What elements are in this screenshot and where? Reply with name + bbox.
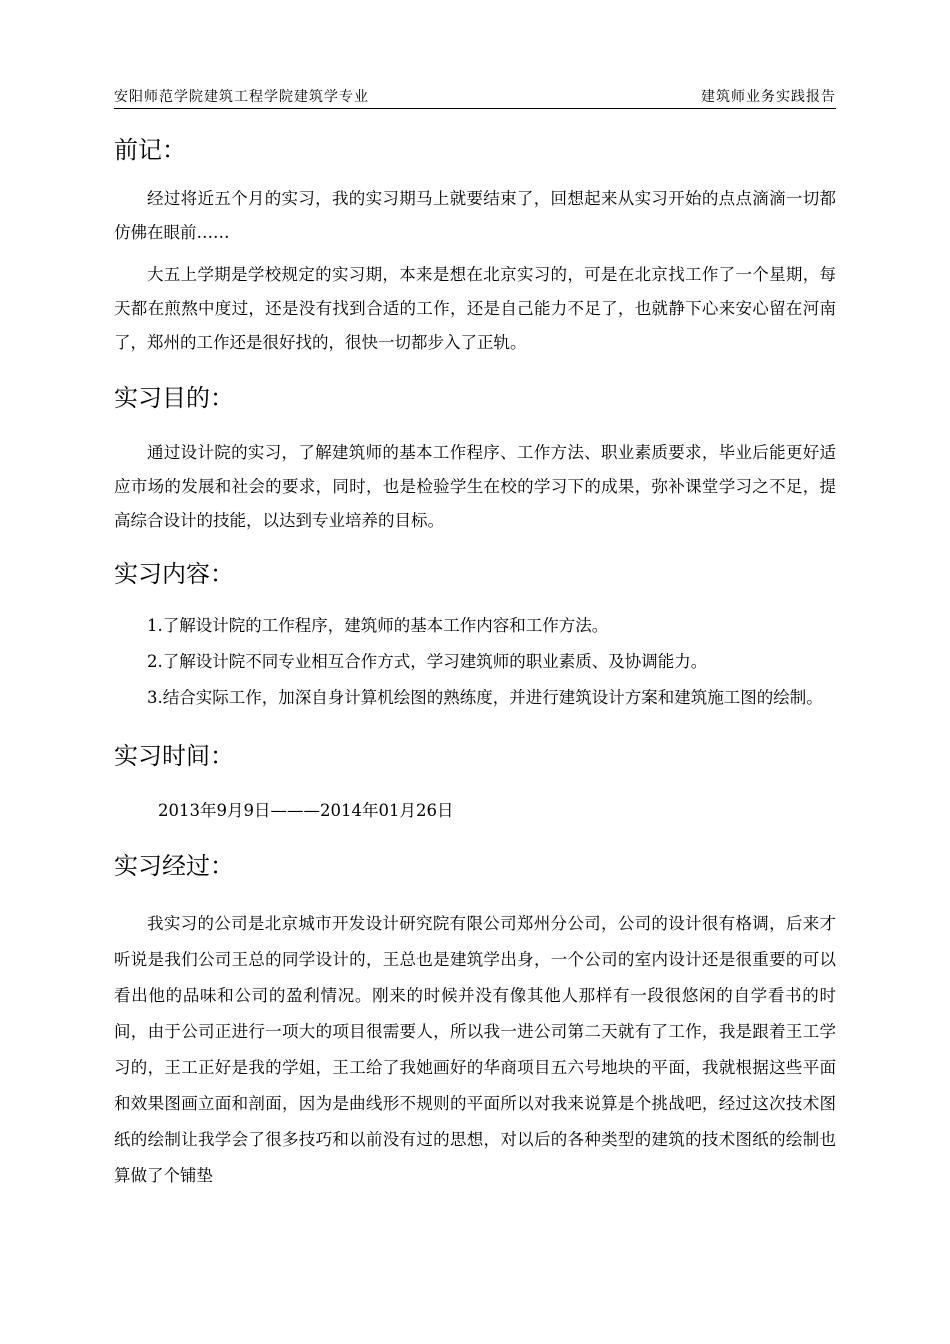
section-purpose [114,374,836,538]
content-item-2: 2.了解设计院不同专业相互合作方式，学习建筑师的职业素质、及协调能力。 [147,652,708,671]
heading-purpose: 实习目的： [114,384,234,412]
section-process [114,842,836,1194]
heading-time: 实习时间： [114,742,234,770]
content-item-1: 1.了解设计院的工作程序，建筑师的基本工作内容和工作方法。 [147,616,609,635]
section-time [114,732,836,828]
heading-process: 实习经过： [114,852,234,880]
section-content [114,550,836,716]
header-report-title: 建筑师业务实践报告 [701,89,836,105]
section-preface [114,126,836,360]
preface-paragraph-1: 经过将近五个月的实习，我的实习期马上就要结束了，回想起来从实习开始的点点滴滴一切都仿佛在眼前…… [114,189,836,242]
document-body [114,126,836,1194]
time-range: 2013年9月9日———2014年01月26日 [158,801,454,820]
page-header [114,86,836,109]
content-item-3: 3.结合实际工作，加深自身计算机绘图的熟练度，并进行建筑设计方案和建筑施工图的绘制。 [147,688,823,707]
heading-content: 实习内容： [114,560,234,588]
purpose-paragraph-1: 通过设计院的实习，了解建筑师的基本工作程序、工作方法、职业素质要求，毕业后能更好适应市场的发展和社会的要求，同时，也是检验学生在校的学习下的成果，弥补课堂学习之不足，提高综合设计的技能，以达到专业培养的目标。 [114,443,836,530]
header-school: 安阳师范学院建筑工程学院建筑学专业 [114,89,369,105]
preface-paragraph-2: 大五上学期是学校规定的实习期，本来是想在北京实习的，可是在北京找工作了一个星期，每天都在煎熬中度过，还是没有找到合适的工作，还是自己能力不足了，也就静下心来安心留在河南了，郑州的工作还是很好找的，很快一切都步入了正轨。 [114,265,836,352]
process-paragraph-1: 我实习的公司是北京城市开发设计研究院有限公司郑州分公司，公司的设计很有格调，后来才听说是我们公司王总的同学设计的，王总也是建筑学出身，一个公司的室内设计还是很重要的可以看出他的品味和公司的盈利情况。刚来的时候并没有像其他人那样有一段很悠闲的自学看书的时间，由于公司正进行一项大的项目很需要人，所以我一进公司第二天就有了工作，我是跟着王工学习的，王工正好是我的学姐，王工给了我她画好的华商项目五六号地块的平面，我就根据这些平面和效果图画立面和剖面，因为是曲线形不规则的平面所以对我来说算是个挑战吧，经过这次技术图纸的绘制让我学会了很多技巧和以前没有过的思想，对以后的各种类型的建筑的技术图纸的绘制也算做了个铺垫 [114,914,836,1185]
heading-preface: 前记： [114,136,186,164]
